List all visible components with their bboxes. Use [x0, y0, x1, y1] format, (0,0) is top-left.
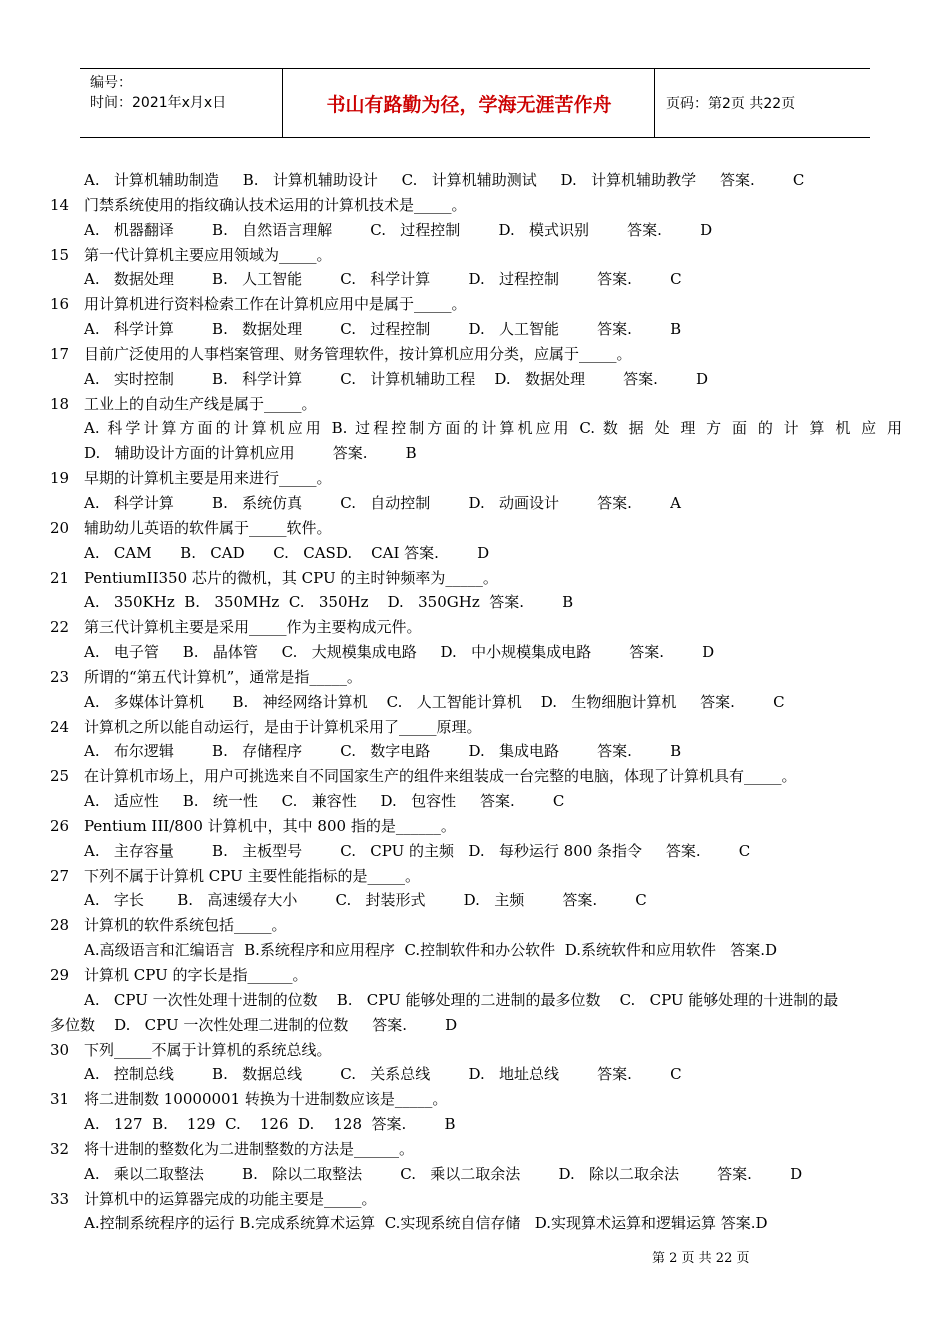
question-text: 门禁系统使用的指纹确认技术运用的计算机技术是_____。	[84, 195, 467, 214]
option-line	[50, 888, 902, 913]
option-line	[50, 640, 902, 665]
option-line	[50, 168, 902, 193]
header-page-label: 页码：第2页 共22页	[666, 96, 796, 112]
option-text: A. 多媒体计算机 B. 神经网络计算机 C. 人工智能计算机 D. 生物细胞计算机 答案. C	[84, 692, 785, 711]
question-number: 14	[50, 195, 70, 214]
question-number: 24	[50, 717, 70, 736]
question-line	[50, 193, 902, 218]
question-line	[50, 1087, 902, 1112]
question-number: 33	[50, 1189, 70, 1208]
question-number: 25	[50, 767, 70, 786]
question-line	[50, 1187, 902, 1212]
question-text: 将十进制的整数化为二进制整数的方法是______。	[84, 1139, 415, 1158]
question-text: 计算机中的运算器完成的功能主要是_____。	[84, 1189, 377, 1208]
question-number: 21	[50, 568, 70, 587]
header-meta	[90, 73, 226, 113]
option-text: A. 科学计算 B. 系统仿真 C. 自动控制 D. 动画设计 答案. A	[84, 493, 681, 512]
option-text: A. 字长 B. 高速缓存大小 C. 封装形式 D. 主频 答案. C	[84, 891, 647, 910]
page-footer: 第 2 页 共 22 页	[652, 1251, 750, 1266]
option-text: A. 350KHz B. 350MHz C. 350Hz D. 350GHz 答案. B	[84, 593, 574, 612]
option-text: A. 布尔逻辑 B. 存储程序 C. 数字电路 D. 集成电路 答案. B	[84, 742, 682, 761]
option-text: A. 控制总线 B. 数据总线 C. 关系总线 D. 地址总线 答案. C	[84, 1065, 682, 1084]
question-line	[50, 243, 902, 268]
option-text: A. 科学计算方面的计算机应用 B. 过程控制方面的计算机应用 C. 数 据 处 理 方 面 的 计 算 机 应 用	[84, 419, 902, 438]
option-line	[50, 416, 902, 441]
question-list	[50, 168, 902, 1236]
header-motto: 书山有路勤为径，学海无涯苦作舟	[326, 93, 612, 116]
question-line	[50, 814, 902, 839]
question-number: 20	[50, 518, 70, 537]
question-line	[50, 715, 902, 740]
question-number: 16	[50, 295, 70, 314]
question-text: 工业上的自动生产线是属于_____。	[84, 394, 317, 413]
option-line	[50, 988, 902, 1013]
option-line	[50, 1162, 902, 1187]
question-line	[50, 342, 902, 367]
option-text: 多位数 D. CPU 一次性处理二进制的位数 答案. D	[50, 1015, 458, 1034]
question-text: 下列_____不属于计算机的系统总线。	[84, 1040, 332, 1059]
question-text: Pentium III/800 计算机中，其中 800 指的是______。	[84, 816, 456, 835]
option-line	[50, 938, 902, 963]
question-text: 所谓的“第五代计算机”，通常是指_____。	[84, 667, 362, 686]
question-text: 早期的计算机主要是用来进行_____。	[84, 469, 332, 488]
question-text: 计算机的软件系统包括_____。	[84, 916, 287, 935]
option-continuation-line	[50, 1013, 902, 1038]
option-line	[50, 789, 902, 814]
question-text: PentiumII350 芯片的微机，其 CPU 的主时钟频率为_____。	[84, 568, 498, 587]
question-text: 计算机之所以能自动运行，是由于计算机采用了_____原理。	[84, 717, 482, 736]
question-number: 29	[50, 966, 70, 984]
question-number: 26	[50, 816, 70, 835]
question-text: 辅助幼儿英语的软件属于_____软件。	[84, 518, 332, 537]
question-number: 30	[50, 1040, 70, 1059]
option-text: A.控制系统程序的运行 B.完成系统算术运算 C.实现系统自信存储 D.实现算术运算和逻辑运算 答案.D	[84, 1214, 768, 1233]
question-number: 15	[50, 245, 70, 264]
header-number-label: 编号：	[90, 75, 132, 91]
option-text: A. 电子管 B. 晶体管 C. 大规模集成电路 D. 中小规模集成电路 答案. D	[84, 643, 715, 662]
header-divider-left	[282, 69, 283, 137]
question-line	[50, 913, 902, 938]
question-line	[50, 466, 902, 491]
question-line	[50, 963, 902, 988]
option-line	[50, 541, 902, 566]
question-number: 31	[50, 1090, 70, 1109]
question-line	[50, 615, 902, 640]
question-number: 17	[50, 344, 70, 363]
question-text: 第一代计算机主要应用领域为_____。	[84, 245, 332, 264]
question-text: 用计算机进行资料检索工作在计算机应用中是属于_____。	[84, 295, 467, 314]
option-text: D. 辅助设计方面的计算机应用 答案. B	[84, 444, 417, 463]
question-line	[50, 566, 902, 591]
question-text: 目前广泛使用的人事档案管理、财务管理软件，按计算机应用分类，应属于_____。	[84, 344, 632, 363]
option-line	[50, 1062, 902, 1087]
option-text: A. 科学计算 B. 数据处理 C. 过程控制 D. 人工智能 答案. B	[84, 320, 682, 339]
question-line	[50, 392, 902, 417]
question-line	[50, 864, 902, 889]
option-line	[50, 590, 902, 615]
question-number: 28	[50, 916, 70, 935]
question-line	[50, 292, 902, 317]
option-text: A. CAM B. CAD C. CASD. CAI 答案. D	[84, 543, 490, 562]
option-text: A. 127 B. 129 C. 126 D. 128 答案. B	[84, 1115, 456, 1134]
question-line	[50, 1137, 902, 1162]
question-number: 22	[50, 618, 70, 637]
question-number: 19	[50, 469, 70, 488]
option-line	[50, 317, 902, 342]
question-text: 计算机 CPU 的字长是指______。	[84, 966, 308, 984]
option-text: A. 数据处理 B. 人工智能 C. 科学计算 D. 过程控制 答案. C	[84, 270, 682, 289]
option-text: A. 计算机辅助制造 B. 计算机辅助设计 C. 计算机辅助测试 D. 计算机辅助教学 答案. C	[84, 171, 805, 189]
option-text: A. CPU 一次性处理十进制的位数 B. CPU 能够处理的二进制的最多位数 C. CPU 能够处理的十进制的最	[84, 990, 839, 1009]
option-text: A. 乘以二取整法 B. 除以二取整法 C. 乘以二取余法 D. 除以二取余法 答案. D	[84, 1164, 803, 1183]
question-text: 下列不属于计算机 CPU 主要性能指标的是_____。	[84, 866, 420, 885]
question-number: 23	[50, 667, 70, 686]
option-text: A.高级语言和汇编语言 B.系统程序和应用程序 C.控制软件和办公软件 D.系统软件和应用软件 答案.D	[84, 941, 778, 960]
question-number: 32	[50, 1139, 70, 1158]
page-header	[80, 68, 870, 138]
option-text: A. 实时控制 B. 科学计算 C. 计算机辅助工程 D. 数据处理 答案. D	[84, 369, 709, 388]
question-text: 第三代计算机主要是采用_____作为主要构成元件。	[84, 618, 422, 637]
question-line	[50, 764, 902, 789]
header-time-label: 时间：2021年x月x日	[90, 95, 227, 111]
question-line	[50, 665, 902, 690]
option-line	[50, 441, 902, 466]
question-number: 27	[50, 866, 70, 885]
option-line	[50, 1112, 902, 1137]
question-number: 18	[50, 394, 70, 413]
option-line	[50, 367, 902, 392]
question-text: 在计算机市场上，用户可挑选来自不同国家生产的组件来组装成一台完整的电脑，体现了计算机具有_____。	[84, 767, 797, 786]
option-line	[50, 491, 902, 516]
header-divider-right	[654, 69, 655, 137]
question-text: 将二进制数 10000001 转换为十进制数应该是_____。	[84, 1090, 448, 1109]
option-text: A. 适应性 B. 统一性 C. 兼容性 D. 包容性 答案. C	[84, 792, 565, 811]
option-line	[50, 839, 902, 864]
option-line	[50, 690, 902, 715]
option-line	[50, 739, 902, 764]
option-text: A. 主存容量 B. 主板型号 C. CPU 的主频 D. 每秒运行 800 条指令 答案. C	[84, 841, 751, 860]
option-line	[50, 218, 902, 243]
question-line	[50, 1038, 902, 1063]
option-line	[50, 1211, 902, 1236]
option-line	[50, 267, 902, 292]
option-text: A. 机器翻译 B. 自然语言理解 C. 过程控制 D. 模式识别 答案. D	[84, 220, 713, 239]
question-line	[50, 516, 902, 541]
